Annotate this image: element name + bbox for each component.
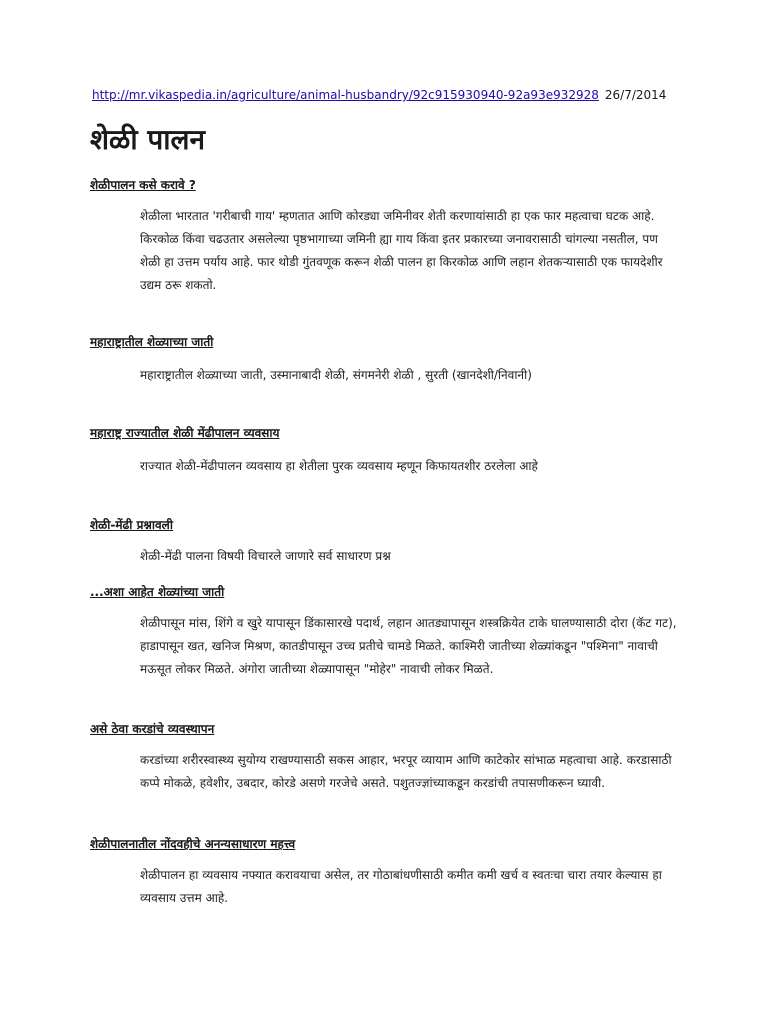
section-body: शेळीला भारतात 'गरीबाची गाय' म्हणतात आणि कोरड्या जमिनीवर शेती करणायांसाठी हा एक फार महत्वाचा घटक आहे. किरकोळ किंवा चढउतार असलेल्या पृष्ठभागाच्या जमिनी ह्या गाय किंवा इतर प्रकारच्या जनावरासाठी चांगल्या नसतील, पण शेळी हा उत्तम पर्याय आहे. फार थोडी गुंतवणूक करून शेळी पालन हा किरकोळ आणि लहान शेतकऱ्यासाठी एक फायदेशीर उद्यम ठरू शकतो. — [140, 209, 663, 292]
section-body: शेळी-मेंढी पालना विषयी विचारले जाणारे सर्व साधारण प्रश्न — [140, 549, 391, 563]
source-line — [92, 88, 666, 102]
section-record-keeping — [90, 835, 690, 910]
source-url-link[interactable]: http://mr.vikaspedia.in/agriculture/animal-husbandry/92c915930940-92a93e932928 — [92, 88, 599, 102]
section-breeds-maharashtra — [90, 333, 690, 387]
source-date: 26/7/2014 — [604, 88, 667, 102]
section-body: शेळीपालन हा व्यवसाय नफ्यात करावयाचा असेल, तर गोठाबांधणीसाठी कमीत कमी खर्च व स्वतःचा चारा तयार केल्यास हा व्यवसाय उत्तम आहे. — [140, 868, 662, 905]
section-heading: शेळीपालनातील नोंदवहीचे अनन्यसाधारण महत्त्व — [90, 837, 296, 851]
section-heading: महाराष्ट्रातील शेळ्याच्या जाती — [90, 335, 214, 349]
section-heading: महाराष्ट्र राज्यातील शेळी मेंढीपालन व्यवसाय — [90, 426, 280, 440]
page-title: शेळी पालन — [90, 123, 206, 156]
section-kid-management — [90, 720, 690, 795]
section-body: राज्यात शेळी-मेंढीपालन व्यवसाय हा शेतीला पुरक व्यवसाय म्हणून किफायतशीर ठरलेला आहे — [140, 459, 538, 473]
section-body: महाराष्ट्रातील शेळ्याच्या जाती, उस्मानाबादी शेळी, संगमनेरी शेळी , सुरती (खानदेशी/निवानी) — [140, 368, 532, 382]
section-faq — [90, 516, 690, 568]
section-body: करडांच्या शरीरस्वास्थ्य सुयोग्य राखण्यासाठी सकस आहार, भरपूर व्यायाम आणि काटेकोर सांभाळ महत्वाचा आहे. करडासाठी कप्पे मोकळे, हवेशीर, उबदार, कोरडे असणे गरजेचे असते. पशुतज्ज्ञांच्याकडून करडांची तपासणीकरून घ्यावी. — [140, 753, 672, 790]
section-heading: शेळी-मेंढी प्रश्नावली — [90, 518, 173, 532]
section-how-to — [90, 176, 690, 297]
section-heading: शेळीपालन कसे करावे ? — [90, 178, 196, 192]
section-body: शेळीपासून मांस, शिंगे व खुरे यापासून डिंकासारखे पदार्थ, लहान आतड्यापासून शस्त्रक्रियेत टाके घालण्यासाठी दोरा (कॅट गट), हाडापासून खत, खनिज मिश्रण, कातडीपासून उच्च प्रतीचे चामडे मिळते. काश्मिरी जातीच्या शेळ्यांकडून "पश्मिना" नावाची मऊसूत लोकर मिळते. अंगोरा जातीच्या शेळ्यापासून "मोहेर" नावाची लोकर मिळते. — [140, 616, 677, 676]
section-state-business — [90, 424, 690, 478]
section-goat-breeds — [90, 583, 690, 681]
section-heading: ...अशा आहेत शेळ्यांच्या जाती — [90, 585, 225, 599]
section-heading: असे ठेवा करडांचे व्यवस्थापन — [90, 722, 215, 736]
